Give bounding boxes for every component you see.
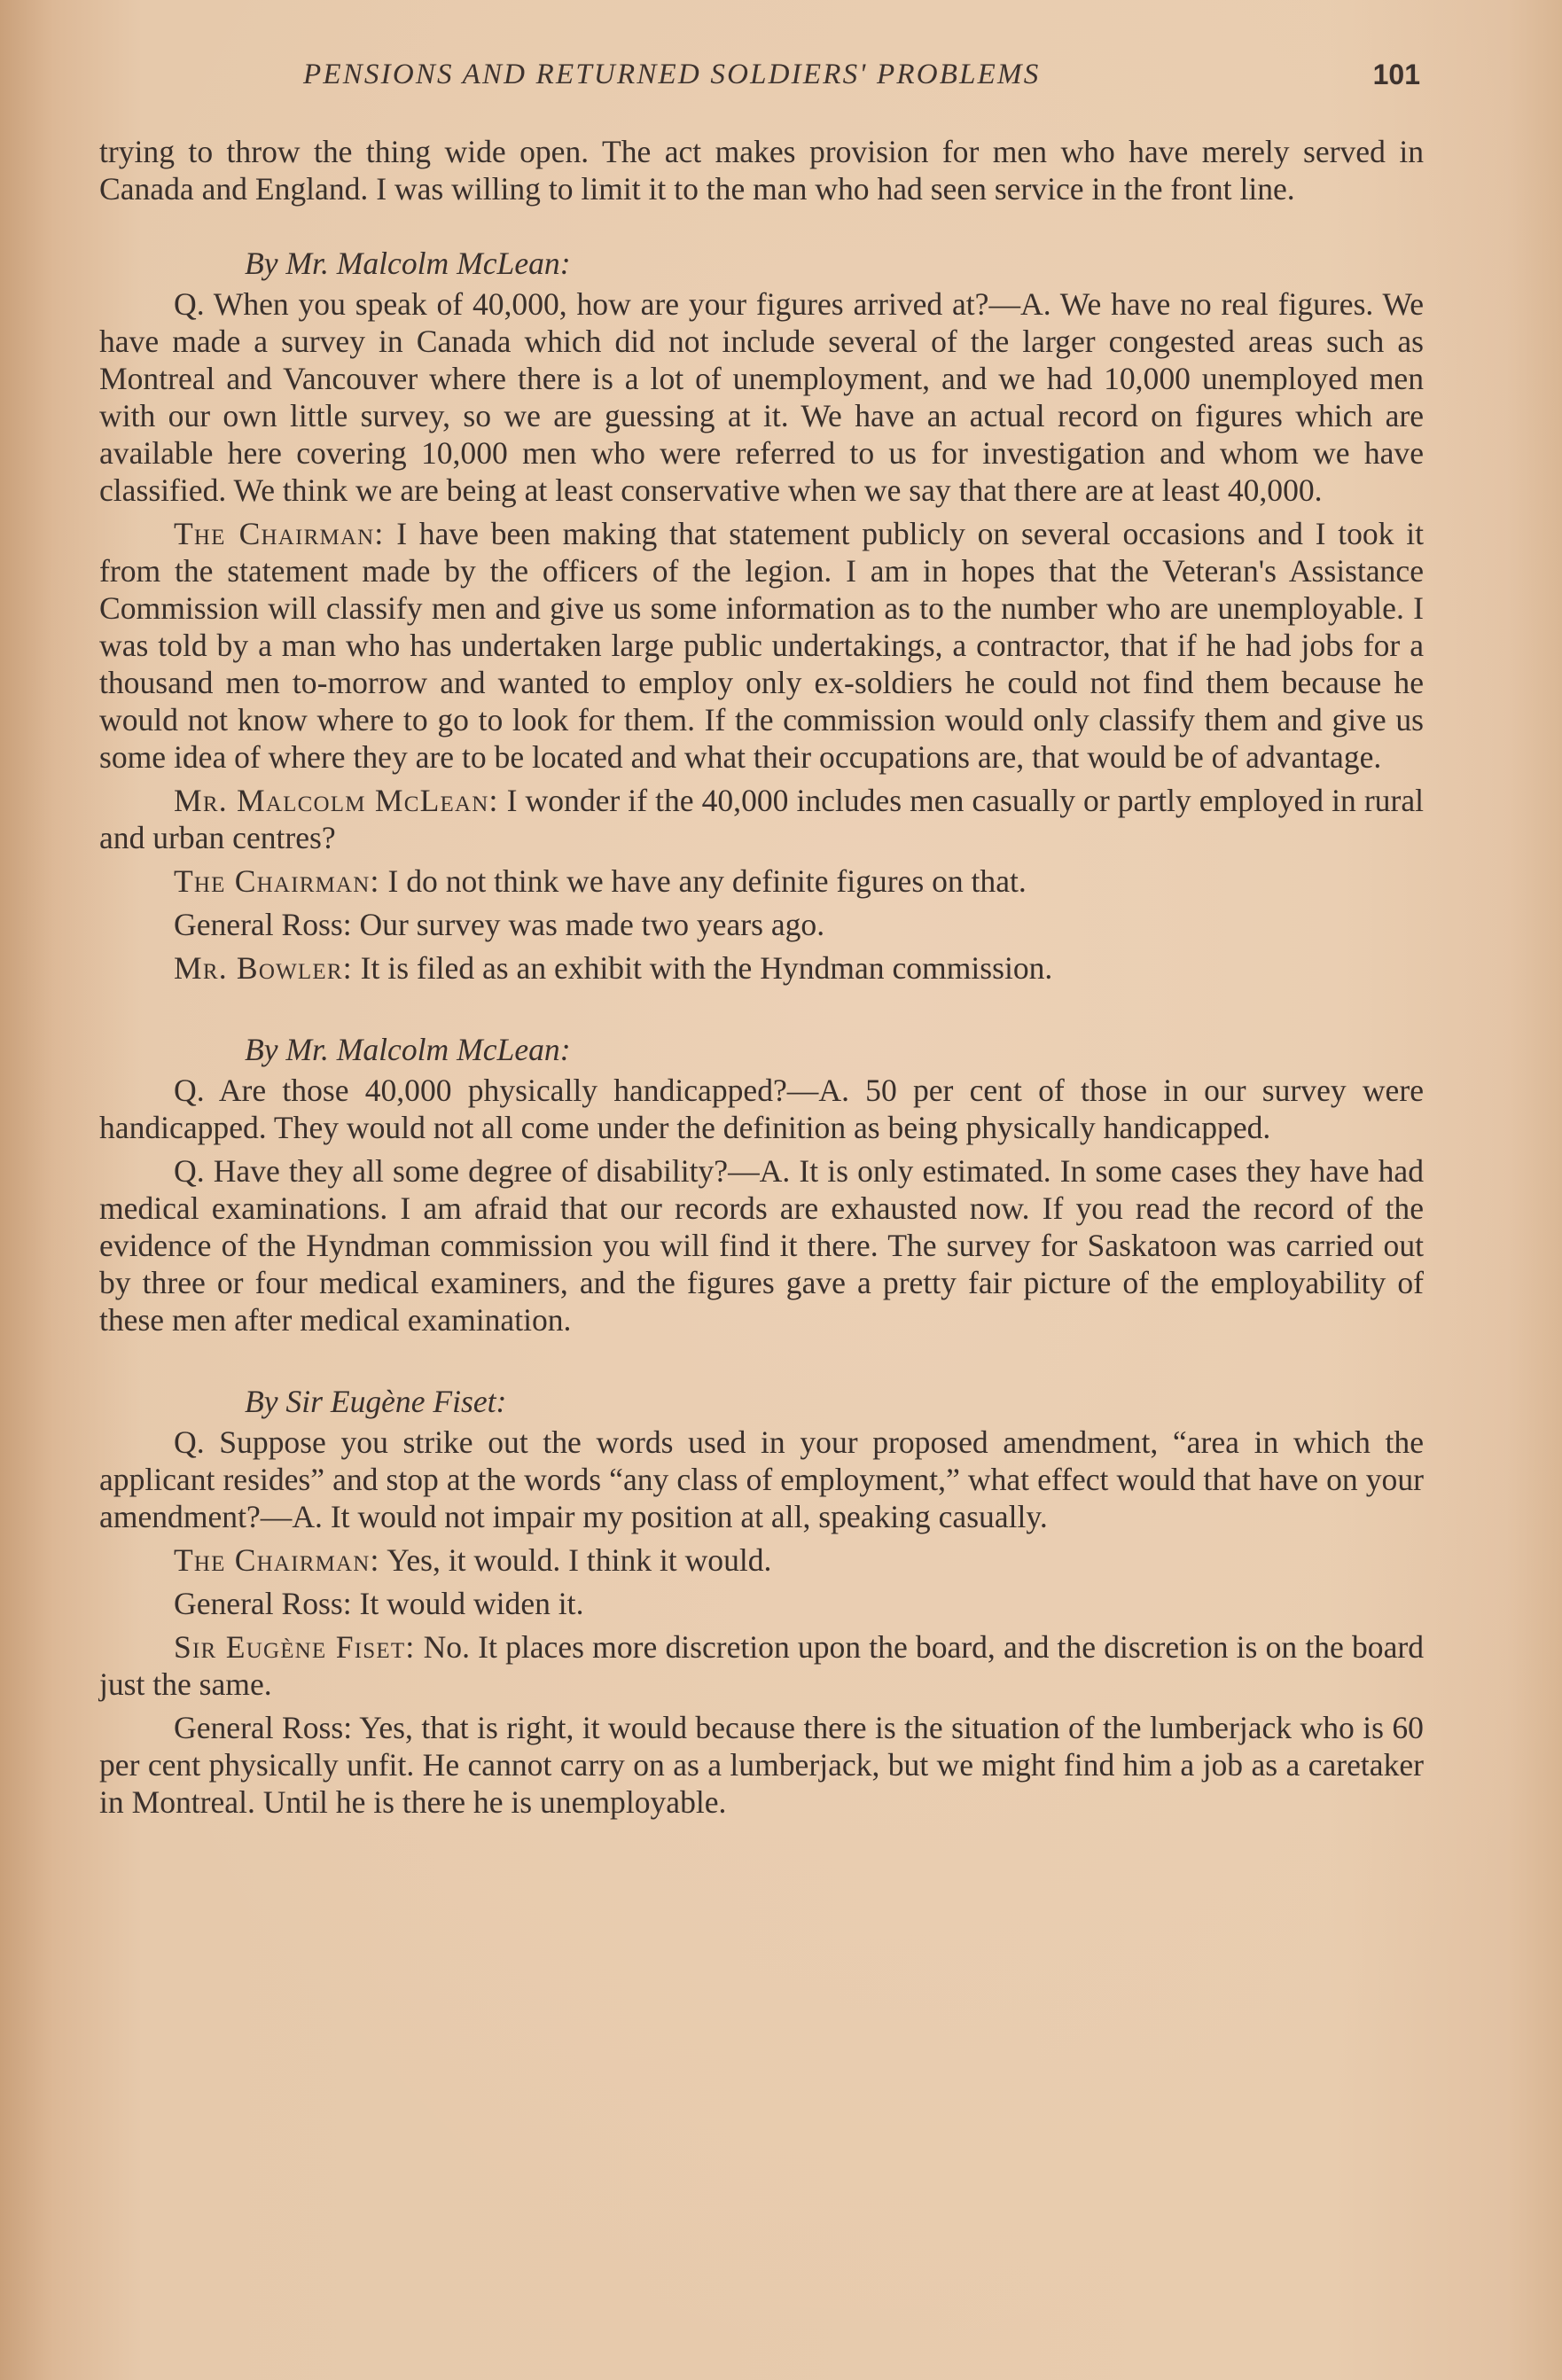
speaker-name: Mr. Bowler: [174,950,353,986]
speaker-remark: It would widen it. [351,1586,584,1621]
speaker-name: General Ross: [174,1586,352,1621]
speaker-remark: Yes, that is right, it would because there is the situation of the lumberjack who is 60 per cent physically unfit. He cannot carry on as a lumberjack, but we might find him a job as a caretaker in Montreal. Until he is there he is unemployable. [99,1710,1424,1820]
speaker-paragraph [99,515,1424,776]
speaker-paragraph [99,1628,1424,1703]
speaker-remark: Yes, it would. I think it would. [379,1542,772,1578]
running-header [99,59,1420,103]
speaker-paragraph [99,906,1424,943]
speaker-paragraph [99,1585,1424,1622]
question-answer-paragraph: Q. Have they all some degree of disability?—A. It is only estimated. In some cases they have had medical examinations. I am afraid that our records are exhausted now. If you read the record of the evidence of the Hyndman commission you will find it there. The survey for Saskatoon was carried out by three or four medical examiners, and the figures gave a pretty fair picture of the employability of these men after medical examination. [99,1153,1424,1338]
speaker-name: The Chairman: [174,863,380,899]
questioner-byline: By Mr. Malcolm McLean: [245,1032,571,1067]
speaker-remark: It is filed as an exhibit with the Hyndman commission. [352,950,1053,986]
speaker-remark: I have been making that statement publicly on several occasions and I took it from the statement made by the officers of the legion. I am in hopes that the Veteran's Assistance Commission will classify men and give us some information as to the number who are unemployable. I was told by a man who has undertaken large public undertakings, a contractor, that if he had jobs for a thousand men to-morrow and wanted to employ only ex-soldiers he could not find them because he would not know where to go to look for them. If the commission would only classify them and give us some idea of where they are to be located and what their occupations are, that would be of advantage. [99,516,1424,775]
speaker-paragraph [99,782,1424,856]
question-answer-paragraph: Q. When you speak of 40,000, how are your figures arrived at?—A. We have no real figures. We have made a survey in Canada which did not include several of the larger congested areas such as Montreal and Vancouver where there is a lot of unemployment, and we had 10,000 unemployed men with our own little survey, so we are guessing at it. We have an actual record on figures which are available here covering 10,000 men who were referred to us for investigation and whom we have classified. We think we are being at least conservative when we say that there are at least 40,000. [99,286,1424,508]
speaker-remark: I wonder if the 40,000 includes men casually or partly employed in rural and urban centres? [99,783,1424,855]
speaker-remark: Our survey was made two years ago. [351,907,825,942]
speaker-paragraph [99,949,1424,987]
question-answer-paragraph: Q. Are those 40,000 physically handicapped?—A. 50 per cent of those in our survey were handicapped. They would not all come under the definition as being physically handicapped. [99,1073,1424,1145]
speaker-remark: No. It places more discretion upon the board, and the discretion is on the board just the same. [99,1629,1424,1702]
questioner-byline: By Mr. Malcolm McLean: [245,246,571,281]
questioner-byline: By Sir Eugène Fiset: [245,1384,507,1419]
speaker-name: The Chairman: [174,1542,380,1578]
page-number: 101 [1372,59,1420,90]
speaker-remark: I do not think we have any definite figures on that. [379,863,1027,899]
paragraph-continuation: trying to throw the thing wide open. The act makes provision for men who have merely served in Canada and England. I was willing to limit it to the man who had seen service in the front line. [99,134,1424,207]
speaker-name: Mr. Malcolm McLean: [174,783,499,818]
transcript-body [99,133,1424,1827]
speaker-name: The Chairman: [174,516,385,551]
speaker-name: General Ross: [174,1710,353,1745]
question-answer-paragraph: Q. Suppose you strike out the words used in your proposed amendment, “area in which the applicant resides” and stop at the words “any class of employment,” what effect would that have on your amendment?—A. It would not impair my position at all, speaking casually. [99,1424,1424,1534]
speaker-name: General Ross: [174,907,352,942]
speaker-paragraph [99,1709,1424,1821]
speaker-paragraph [99,1541,1424,1579]
speaker-name: Sir Eugène Fiset: [174,1629,416,1665]
speaker-paragraph [99,862,1424,900]
running-title: PENSIONS AND RETURNED SOLDIERS' PROBLEMS [303,59,1041,90]
